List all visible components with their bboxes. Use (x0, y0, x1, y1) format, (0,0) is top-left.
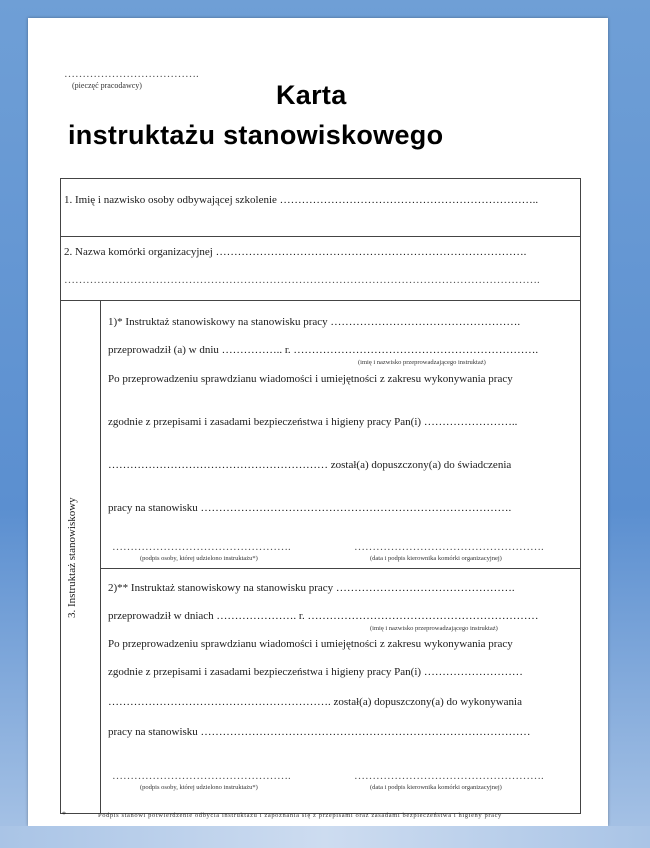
part2-line-2: przeprowadził w dniach …………………. r. ……………………………………………………… (108, 610, 539, 622)
part1-signature-right-caption: (data i podpis kierownika komórki organizacyjnej) (370, 555, 502, 562)
table-border-left (60, 178, 61, 814)
row-divider-1 (60, 236, 580, 237)
part1-line-2: przeprowadził (a) w dniu …………….. r. …………………………………………………………. (108, 344, 539, 356)
part2-signature-left-dots: …………………………………………. (112, 770, 291, 782)
employer-stamp-dots: ………………………………. (64, 68, 199, 80)
section3-column-divider (100, 300, 101, 813)
table-border-right (580, 178, 581, 814)
part2-line-3: Po przeprowadzeniu sprawdzianu wiadomości i umiejętności z zakresu wykonywania pracy (108, 638, 513, 650)
footnote-text: Podpis stanowi potwierdzenie odbycia instruktażu i zapoznania się z przepisami oraz zasadami bezpieczeństwa i higieny pracy (98, 812, 502, 819)
part2-line-5: ……………………………………………………. został(a) dopuszczony(a) do wykonywania (108, 696, 522, 708)
part1-line-6: pracy na stanowisku …………………………………………………………………………. (108, 502, 512, 514)
part2-signature-right-caption: (data i podpis kierownika komórki organizacyjnej) (370, 784, 502, 791)
table-border-top (60, 178, 580, 179)
section3-vertical-text: 3. Instruktaż stanowiskowy (66, 497, 78, 618)
part1-signature-right-dots: ……………………………………………. (354, 541, 544, 553)
section1-name-field: 1. Imię i nazwisko osoby odbywającej szkolenie …………………………………………………………….. (64, 194, 539, 206)
part1-signature-left-caption: (podpis osoby, której udzielono instruktażu*) (140, 555, 258, 562)
part1-line-5: …………………………………………………… został(a) dopuszczony(a) do świadczenia (108, 459, 512, 471)
part2-signature-left-caption: (podpis osoby, której udzielono instruktażu*) (140, 784, 258, 791)
footnote-marker: * (62, 810, 66, 819)
title-line-1: Karta (276, 80, 347, 110)
part1-instructor-caption: (imię i nazwisko przeprowadzającego instruktaż) (358, 359, 486, 366)
row-divider-2 (60, 300, 580, 301)
part1-signature-left-dots: …………………………………………. (112, 541, 291, 553)
section2-dots: …………………………………………………………………………………………………………………. (64, 274, 540, 286)
part1-line-3: Po przeprowadzeniu sprawdzianu wiadomości i umiejętności z zakresu wykonywania pracy (108, 373, 513, 385)
section3-part-divider (100, 568, 580, 569)
window-bottom-band (0, 826, 650, 848)
part2-signature-right-dots: ……………………………………………. (354, 770, 544, 782)
employer-stamp-label: (pieczęć pracodawcy) (72, 81, 142, 90)
document-page (28, 18, 608, 826)
part2-line-4: zgodnie z przepisami i zasadami bezpieczeństwa i higieny pracy Pan(i) ……………………… (108, 666, 523, 678)
part2-line-1: 2)** Instruktaż stanowiskowy na stanowisku pracy …………………………………………. (108, 582, 515, 594)
title-line-2: instruktażu stanowiskowego (68, 120, 444, 150)
part1-line-4: zgodnie z przepisami i zasadami bezpieczeństwa i higieny pracy Pan(i) …………………….. (108, 416, 518, 428)
part1-line-1: 1)* Instruktaż stanowiskowy na stanowisku pracy ……………………………………………. (108, 316, 521, 328)
part2-instructor-caption: (imię i nazwisko przeprowadzającego instruktaż) (370, 625, 498, 632)
part2-line-6: pracy na stanowisku ……………………………………………………………………………… (108, 726, 531, 738)
section2-unit-field: 2. Nazwa komórki organizacyjnej …………………………………………………………………………. (64, 246, 527, 258)
